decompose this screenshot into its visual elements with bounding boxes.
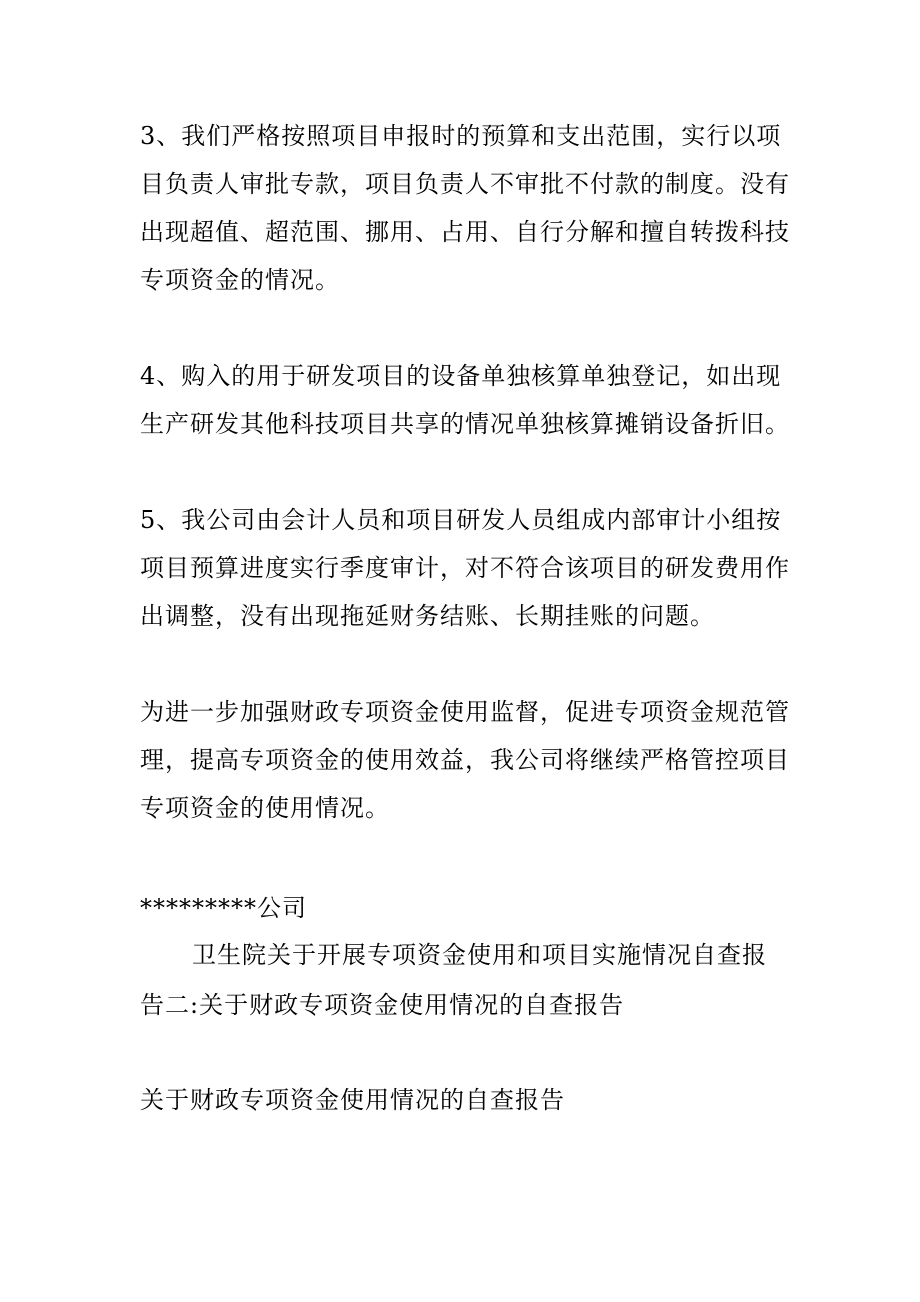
paragraph-line: 目负责人审批专款，项目负责人不审批不付款的制度。没有 xyxy=(140,170,790,198)
conclusion-paragraph xyxy=(140,688,790,832)
paragraph-line: 专项资金的使用情况。 xyxy=(140,794,390,822)
paragraph-5 xyxy=(140,496,790,640)
paragraph-line: 为进一步加强财政专项资金使用监督，促进专项资金规范管 xyxy=(140,698,790,726)
paragraph-line: 4、购入的用于研发项目的设备单独核算单独登记，如出现 xyxy=(140,362,782,390)
paragraph-line: 出现超值、超范围、挪用、占用、自行分解和擅自转拨科技 xyxy=(140,218,790,246)
paragraph-3 xyxy=(140,112,790,304)
paragraph-line: 生产研发其他科技项目共享的情况单独核算摊销设备折旧。 xyxy=(140,410,790,438)
paragraph-line: 出调整，没有出现拖延财务结账、长期挂账的问题。 xyxy=(140,602,715,630)
paragraph-line: 理，提高专项资金的使用效益，我公司将继续严格管控项目 xyxy=(140,746,790,774)
paragraph-line: 5、我公司由会计人员和项目研发人员组成内部审计小组按 xyxy=(140,506,782,534)
company-signature xyxy=(140,884,785,932)
paragraph-line: 项目预算进度实行季度审计，对不符合该项目的研发费用作 xyxy=(140,554,790,582)
title-line: 卫生院关于开展专项资金使用和项目实施情况自查报 xyxy=(192,941,767,969)
paragraph-line: 专项资金的情况。 xyxy=(140,266,340,294)
title-line: 告二:关于财政专项资金使用情况的自查报告 xyxy=(140,991,625,1019)
hospital-report-title xyxy=(140,930,785,1030)
report-title-text: 关于财政专项资金使用情况的自查报告 xyxy=(140,1086,565,1114)
report-title xyxy=(140,1076,785,1124)
paragraph-4 xyxy=(140,352,790,448)
paragraph-line: 3、我们严格按照项目申报时的预算和支出范围，实行以项 xyxy=(140,122,782,150)
signature-text: *********公司 xyxy=(140,894,307,922)
